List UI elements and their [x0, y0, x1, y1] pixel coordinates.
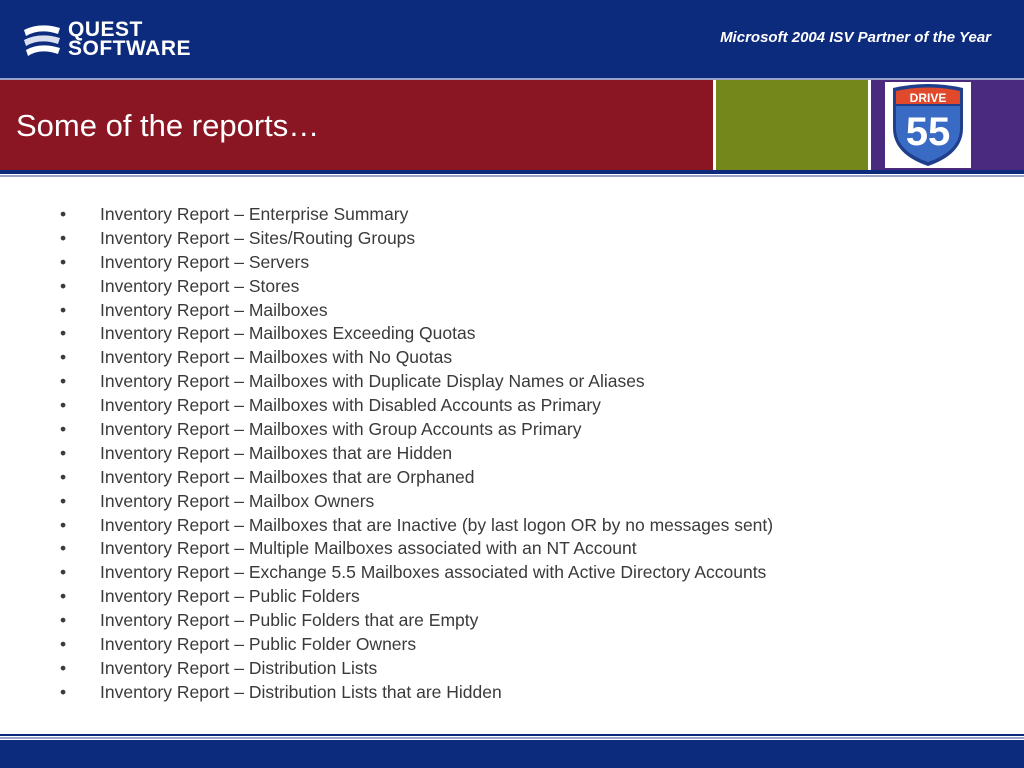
report-label: Inventory Report – Mailboxes with Duplicate Display Names or Aliases — [100, 371, 645, 392]
title-bottom-rule-light — [0, 175, 1024, 177]
bullet-icon: • — [60, 681, 67, 702]
report-label: Inventory Report – Mailboxes with Group Accounts as Primary — [100, 419, 582, 440]
bullet-icon: • — [60, 562, 67, 583]
bullet-icon: • — [60, 251, 67, 272]
list-item — [60, 275, 773, 299]
report-label: Inventory Report – Sites/Routing Groups — [100, 227, 416, 248]
sign-number-text: 55 — [905, 110, 951, 154]
list-item — [60, 442, 773, 466]
report-label: Inventory Report – Multiple Mailboxes associated with an NT Account — [100, 538, 637, 559]
bullet-icon: • — [60, 395, 67, 416]
bullet-icon: • — [60, 442, 67, 463]
list-item — [60, 561, 773, 585]
bullet-icon: • — [60, 490, 67, 511]
header-bar — [0, 0, 1024, 78]
list-item — [60, 299, 773, 323]
list-item — [60, 227, 773, 251]
page-title: Some of the reports… — [16, 108, 320, 143]
logo-line-1: QUEST — [68, 18, 143, 41]
drive-55-sign — [885, 82, 971, 168]
report-label: Inventory Report – Mailboxes Exceeding Quotas — [100, 323, 476, 344]
list-item — [60, 322, 773, 346]
list-item — [60, 514, 773, 538]
logo-line-2: SOFTWARE — [68, 37, 191, 60]
bullet-icon: • — [60, 610, 67, 631]
report-label: Inventory Report – Stores — [100, 275, 300, 296]
bullet-icon: • — [60, 299, 67, 320]
bullet-icon: • — [60, 538, 67, 559]
report-label: Inventory Report – Mailboxes that are Inactive (by last logon OR by no messages sent) — [100, 514, 774, 535]
list-item — [60, 490, 773, 514]
title-band — [0, 80, 1024, 170]
list-item — [60, 609, 773, 633]
footer-bar — [0, 740, 1024, 768]
footer-rule — [0, 734, 1024, 736]
list-item — [60, 418, 773, 442]
list-item — [60, 203, 773, 227]
report-label: Inventory Report – Mailboxes that are Orphaned — [100, 466, 475, 487]
interstate-shield-icon — [885, 82, 971, 168]
report-label: Inventory Report – Servers — [100, 251, 310, 272]
bullet-icon: • — [60, 657, 67, 678]
bullet-icon: • — [60, 466, 67, 487]
report-label: Inventory Report – Public Folders — [100, 586, 360, 607]
report-label: Inventory Report – Distribution Lists — [100, 657, 378, 678]
list-item — [60, 466, 773, 490]
report-label: Inventory Report – Mailboxes with Disabled Accounts as Primary — [100, 395, 601, 416]
quest-swirl-icon — [22, 20, 66, 60]
bullet-icon: • — [60, 371, 67, 392]
quest-software-logo — [22, 18, 222, 62]
bullet-icon: • — [60, 347, 67, 368]
report-label: Inventory Report – Public Folders that are Empty — [100, 610, 479, 631]
bullet-icon: • — [60, 204, 67, 224]
report-label: Inventory Report – Mailboxes with No Quotas — [100, 347, 453, 368]
reports-list — [60, 203, 773, 705]
list-item — [60, 346, 773, 370]
bullet-icon: • — [60, 514, 67, 535]
report-label: Inventory Report – Distribution Lists that are Hidden — [100, 681, 502, 702]
bullet-icon: • — [60, 586, 67, 607]
report-label: Inventory Report – Public Folder Owners — [100, 634, 417, 655]
report-label: Inventory Report – Mailboxes that are Hidden — [100, 442, 453, 463]
report-label: Inventory Report – Exchange 5.5 Mailboxes associated with Active Directory Accounts — [100, 562, 767, 583]
bullet-icon: • — [60, 634, 67, 655]
sign-drive-text: DRIVE — [909, 91, 947, 105]
list-item — [60, 394, 773, 418]
logo-wordmark — [68, 20, 191, 58]
bullet-icon: • — [60, 275, 67, 296]
list-item — [60, 537, 773, 561]
footer-rule-light — [0, 737, 1024, 739]
list-item — [60, 585, 773, 609]
list-item — [60, 681, 773, 705]
title-bottom-rule — [0, 170, 1024, 174]
list-item — [60, 633, 773, 657]
bullet-icon: • — [60, 227, 67, 248]
list-item — [60, 251, 773, 275]
list-item — [60, 657, 773, 681]
report-label: Inventory Report – Mailbox Owners — [100, 490, 375, 511]
bullet-icon: • — [60, 419, 67, 440]
partner-tagline: Microsoft 2004 ISV Partner of the Year — [720, 29, 991, 46]
list-item — [60, 370, 773, 394]
report-label: Inventory Report – Mailboxes — [100, 299, 328, 320]
report-label: Inventory Report – Enterprise Summary — [100, 204, 409, 224]
olive-panel — [716, 80, 868, 170]
title-red-panel — [0, 80, 713, 170]
bullet-icon: • — [60, 323, 67, 344]
